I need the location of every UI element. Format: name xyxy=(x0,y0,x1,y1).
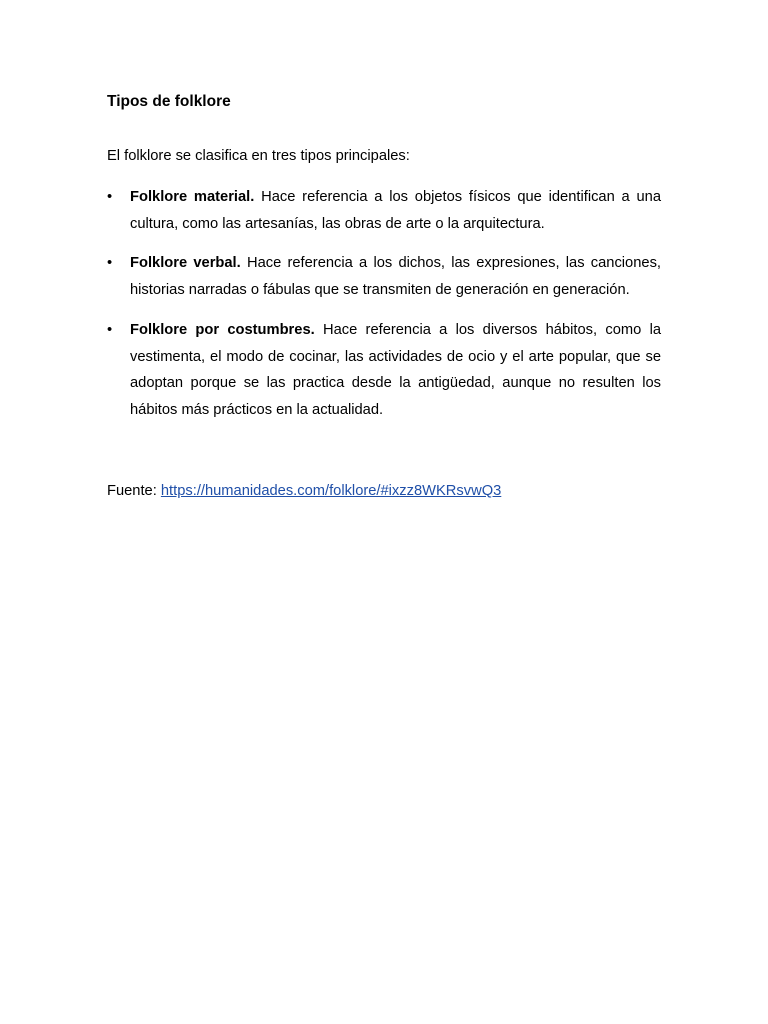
list-item-text xyxy=(130,250,661,303)
source-label: Fuente: xyxy=(107,483,161,499)
intro-paragraph: El folklore se clasifica en tres tipos principales: xyxy=(107,148,410,164)
bullet-icon: • xyxy=(107,189,113,205)
document-heading: Tipos de folklore xyxy=(107,93,231,110)
list-item-description: Hace referencia a los objetos físicos que identifican a una cultura, como las artesanías, las obras de arte o la arquitectura. xyxy=(130,189,661,232)
bullet-icon: • xyxy=(107,322,113,338)
bullet-icon: • xyxy=(107,255,113,271)
list-item-description: Hace referencia a los dichos, las expresiones, las canciones, historias narradas o fábulas que se transmiten de generación en generación. xyxy=(130,255,661,298)
list-item-term: Folklore verbal. xyxy=(130,255,241,271)
list-item-text xyxy=(130,317,661,424)
list-item-term: Folklore por costumbres. xyxy=(130,322,315,338)
source-line xyxy=(107,480,501,502)
list-item-text xyxy=(130,184,661,237)
source-link[interactable]: https://humanidades.com/folklore/#ixzz8WKRsvwQ3 xyxy=(160,483,502,499)
list-item-description: Hace referencia a los diversos hábitos, como la vestimenta, el modo de cocinar, las actividades de ocio y el arte popular, que se adoptan porque se las practica desde la antigüedad, aunque no resulten los hábitos más prácticos en la actualidad. xyxy=(130,322,661,419)
list-item-term: Folklore material. xyxy=(130,189,255,205)
